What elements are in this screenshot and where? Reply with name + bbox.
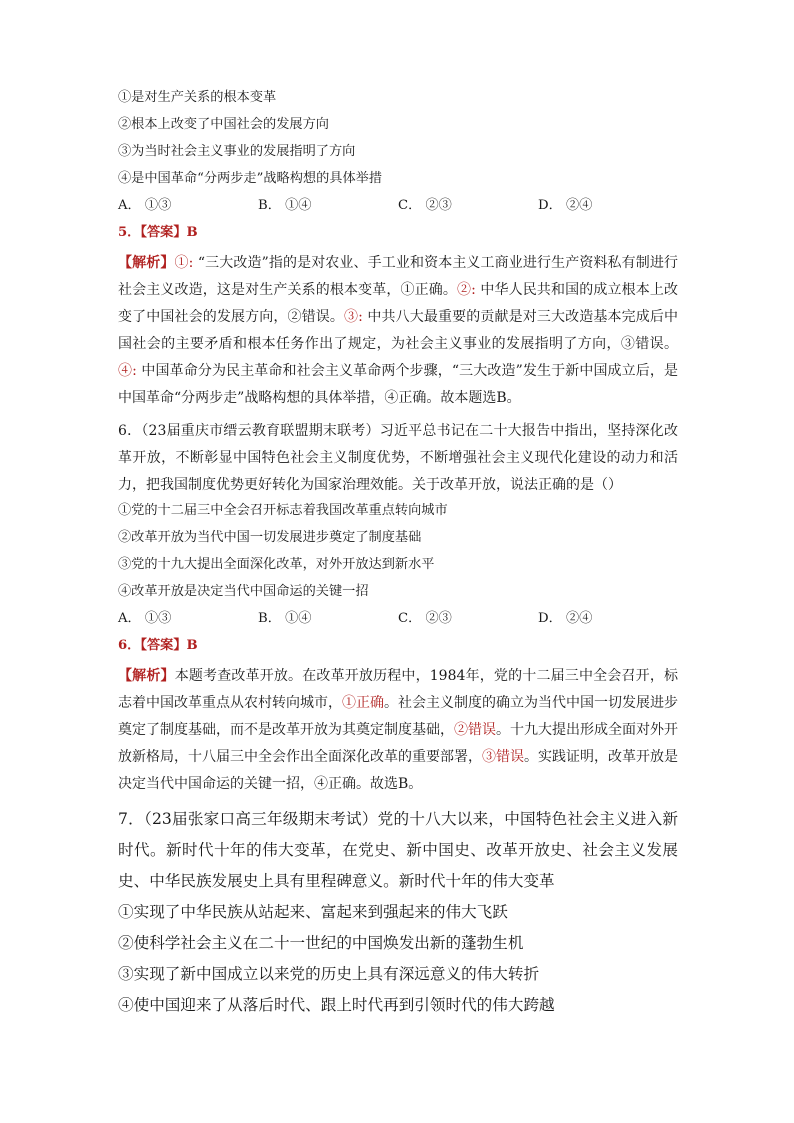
q4-item-4: ④是中国革命“分两步走”战略构想的具体举措 — [118, 171, 383, 186]
q4-block — [118, 88, 678, 216]
a6-label: 【解析】 — [118, 668, 175, 684]
a5-part-4: ③: — [343, 309, 363, 325]
q6-option-a: A． ①③ — [118, 611, 172, 626]
a5-answer: 5．【答案】B — [118, 225, 198, 240]
a6-part-1: ①正确 — [342, 695, 384, 711]
a5-part-3: 中华人民共和国的成立根本上改变了中国社会的发展方向，②错误。 — [118, 282, 679, 325]
q6-item-3: ③党的十九大提出全面深化改革，对外开放达到新水平 — [118, 557, 435, 572]
q7-item-3: ③实现了新中国成立以来党的历史上具有深远意义的伟大转折 — [118, 965, 540, 983]
q4-item-3: ③为当时社会主义事业的发展指明了方向 — [118, 144, 356, 159]
document-page — [118, 88, 678, 1021]
q6-item-4: ④改革开放是决定当代中国命运的关键一招 — [118, 584, 369, 599]
a5-part-6: ④: — [118, 363, 137, 379]
q6-item-1: ①党的十二届三中全会召开标志着我国改革重点转向城市 — [118, 503, 448, 518]
q6-item-2: ②改革开放为当代中国一切发展进步奠定了制度基础 — [118, 530, 422, 545]
q7-item-1: ①实现了中华民族从站起来、富起来到强起来的伟大飞跃 — [118, 903, 508, 921]
a5-part-2: ②: — [456, 282, 476, 298]
q4-options — [118, 196, 678, 216]
q6-option-c: C． ②③ — [398, 611, 452, 626]
q6-option-b: B． ①④ — [258, 611, 312, 626]
q7-item-4: ④使中国迎来了从落后时代、跟上时代再到引领时代的伟大跨越 — [118, 996, 555, 1014]
q6-stem: 6．（23届重庆市缙云教育联盟期末联考）习近平总书记在二十大报告中指出，坚持深化改革开放，不断彰显中国特色社会主义制度优势，不断增强社会主义现代化建设的动力和活力，把我国制度优势更好转化为国家治理效能。关于改革开放，说法正确的是（） — [118, 423, 678, 493]
a5-part-1: “三大改造”指的是对农业、手工业和资本主义工商业进行生产资料私有制进行社会主义改造，这是对生产关系的根本变革，①正确。 — [118, 255, 679, 298]
q4-option-c: C． ②③ — [398, 198, 452, 213]
q4-option-b: B． ①④ — [258, 198, 312, 213]
q4-option-d: D． ②④ — [538, 198, 593, 213]
a6-part-6: 。实践证明，改革开放是决定当代中国命运的关键一招，④正确。故选B。 — [118, 749, 678, 792]
a6-part-0: 本题考查改革开放。在改革开放历程中，1984年，党的十二届三中全会召开，标志着中国改革重点从农村转向城市， — [118, 668, 678, 711]
a6-part-2: 。社会主义制度的确立为当代中国一切发展进步奠定了制度基础，而不是改革开放为其奠定制度基础， — [118, 695, 678, 738]
q6-options — [118, 609, 678, 629]
q4-option-a: A． ①③ — [118, 198, 172, 213]
q7-stem: 7．（23届张家口高三年级期末考试）党的十八大以来，中国特色社会主义进入新时代。新时代十年的伟大变革，在党史、新中国史、改革开放史、社会主义发展史、中华民族发展史上具有里程碑意义。新时代十年的伟大变革 — [118, 810, 678, 890]
a6-part-5: ③错误 — [482, 749, 524, 765]
a6-answer: 6．【答案】B — [118, 638, 198, 653]
a6-part-4: 。十九大提出形成全面对外开放新格局，十八届三中全会作出全面深化改革的重要部署， — [118, 722, 678, 765]
a6-explanation — [118, 663, 678, 798]
q4-item-2: ②根本上改变了中国社会的发展方向 — [118, 117, 329, 132]
q4-item-1: ①是对生产关系的根本变革 — [118, 90, 277, 105]
q6-option-d: D． ②④ — [538, 611, 593, 626]
q7-item-2: ②使科学社会主义在二十一世纪的中国焕发出新的蓬勃生机 — [118, 934, 524, 952]
a5-part-5: 中共八大最重要的贡献是对三大改造基本完成后中国社会的主要矛盾和根本任务作出了规定，为社会主义事业的发展指明了方向，③错误。 — [118, 309, 679, 352]
a5-explanation — [118, 250, 678, 412]
a5-part-7: 中国革命分为民主革命和社会主义革命两个步骤，“三大改造”发生于新中国成立后，是中国革命“分两步走”战略构想的具体举措，④正确。故本题选B。 — [118, 363, 679, 406]
a5-label: 【解析】 — [118, 255, 175, 271]
a5-part-0: ①: — [174, 255, 194, 271]
a6-part-3: ②错误 — [454, 722, 496, 738]
